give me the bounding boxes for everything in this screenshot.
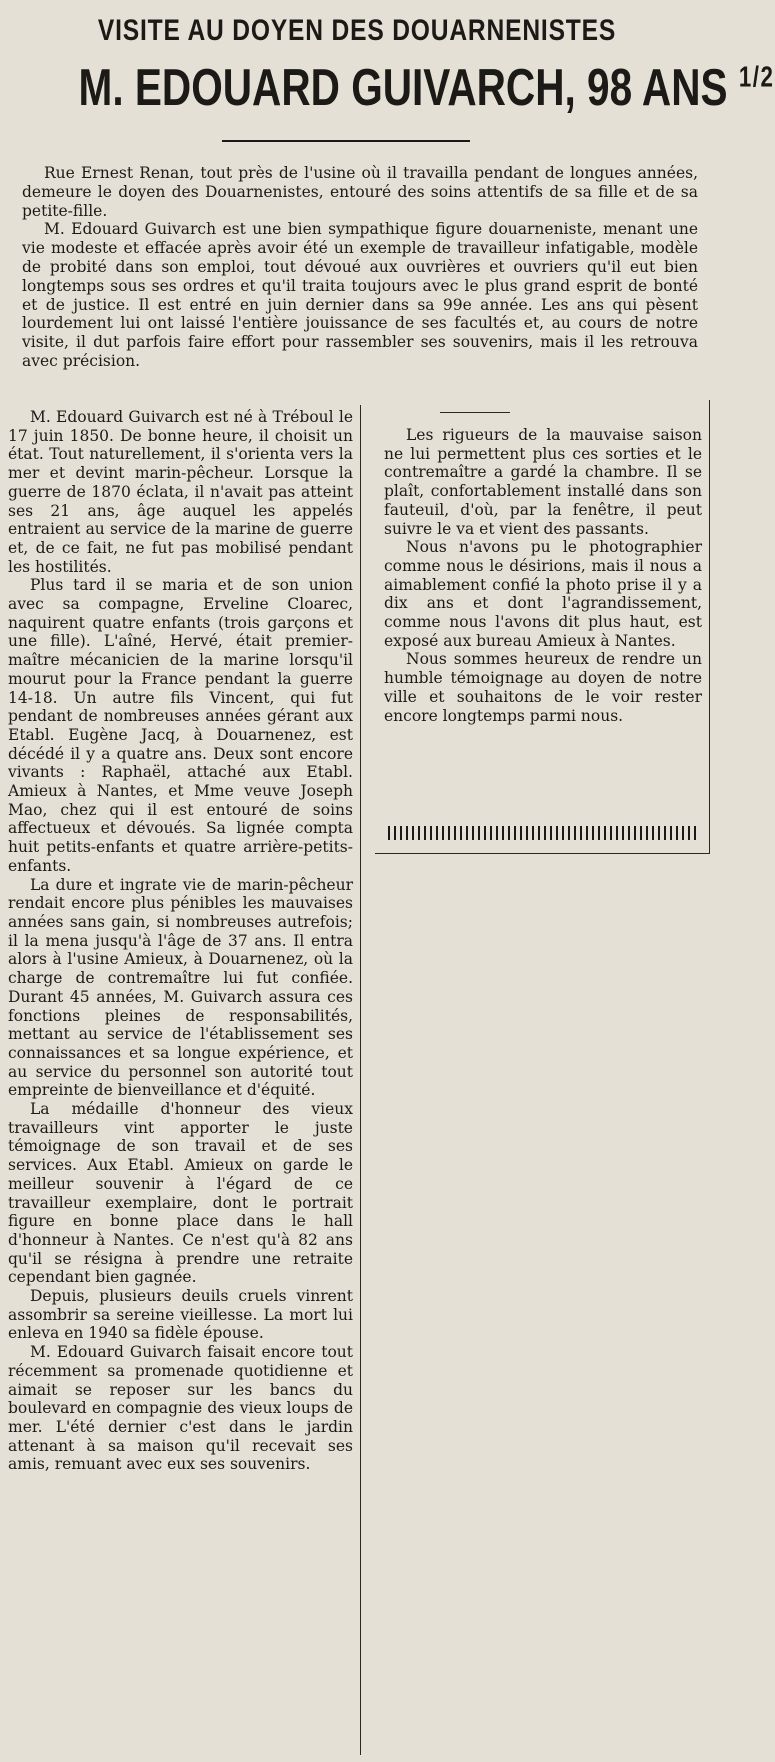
right-column: [384, 426, 702, 725]
headline-rule: [222, 140, 470, 142]
end-of-article-hatch: [388, 826, 700, 840]
intro-paragraphs: [22, 164, 698, 371]
column-divider: [360, 405, 361, 1755]
body-paragraph: Depuis, plusieurs deuils cruels vinrent assombrir sa sereine vieillesse. La mort lui enleva en 1940 sa fidèle épouse.: [8, 1287, 353, 1343]
headline-fraction: 1/2: [738, 61, 775, 94]
intro-paragraph: M. Edouard Guivarch est une bien sympathique figure douarneniste, menant une vie modeste et effacée après avoir été un exemple de travailleur infatigable, modèle de probité dans son emploi, tout dévoué aux ouvrières et ouvriers qu'il eut bien longtemps sous ses ordres et qu'il traita toujours avec le plus grand esprit de bonté et de justice. Il est entré en juin dernier dans sa 99e année. Les ans qui pèsent lourdement lui ont laissé l'entière jouissance de ses facultés et, au cours de notre visite, il dut parfois faire effort pour rassembler ses souvenirs, mais il les retrouva avec précision.: [22, 220, 698, 370]
body-paragraph: Nous n'avons pu le photographier comme nous le désirions, mais il nous a aimablement confié la photo prise il y a dix ans et dont l'agrandissement, comme nous l'avons dit plus haut, est exposé aux bureau Amieux à Nantes.: [384, 538, 702, 650]
body-paragraph: Plus tard il se maria et de son union avec sa compagne, Erveline Cloarec, naquirent quatre enfants (trois garçons et une fille). L'aîné, Hervé, était premier-maître mécanicien de la marine lorsqu'il mourut pour la France pendant la guerre 14-18. Un autre fils Vincent, qui fut pendant de nombreuses années gérant aux Etabl. Eugène Jacq, à Douarnenez, est décédé il y a quatre ans. Deux sont encore vivants : Raphaël, attaché aux Etabl. Amieux à Nantes, et Mme veuve Joseph Mao, chez qui il est entouré de soins affectueux et dévoués. Sa lignée compta huit petits-enfants et quatre arrière-petits-enfants.: [8, 576, 353, 875]
main-headline: [78, 58, 775, 118]
body-paragraph: Les rigueurs de la mauvaise saison ne lui permettent plus ces sorties et le contremaître a gardé la chambre. Il se plaît, confortablement installé dans son fauteuil, d'où, par la fenêtre, il peut suivre le va et vient des passants.: [384, 426, 702, 538]
body-paragraph: Nous sommes heureux de rendre un humble témoignage au doyen de notre ville et souhaitons de le voir rester encore longtemps parmi nous.: [384, 650, 702, 725]
left-column: [8, 408, 353, 1474]
body-paragraph: La dure et ingrate vie de marin-pêcheur rendait encore plus pénibles les mauvaises années sans gain, si nombreuses autrefois; il la mena jusqu'à l'âge de 37 ans. Il entra alors à l'usine Amieux, à Douarnenez, où la charge de contremaître lui fut confiée. Durant 45 années, M. Guivarch assura ces fonctions pleines de responsabilités, mettant au service de l'établissement ses connaissances et sa longue expérience, et au service du personnel son autorité tout empreinte de bienveillance et d'équité.: [8, 875, 353, 1100]
kicker-headline: VISITE AU DOYEN DES DOUARNENISTES: [97, 14, 617, 47]
intro-paragraph: Rue Ernest Renan, tout près de l'usine où il travailla pendant de longues années, demeure le doyen des Douarnenistes, entouré des soins attentifs de sa fille et de sa petite-fille.: [22, 164, 698, 220]
right-column-rule: [440, 412, 510, 413]
body-paragraph: M. Edouard Guivarch faisait encore tout récemment sa promenade quotidienne et aimait se reposer sur les bancs du boulevard en compagnie des vieux loups de mer. L'été dernier c'est dans le jardin attenant à sa maison qu'il recevait ses amis, remuant avec eux ses souvenirs.: [8, 1343, 353, 1474]
body-paragraph: La médaille d'honneur des vieux travailleurs vint apporter le juste témoignage de son travail et de ses services. Aux Etabl. Amieux on garde le meilleur souvenir à l'égard de ce travailleur exemplaire, dont le portrait figure en bonne place dans le hall d'honneur à Nantes. Ce n'est qu'à 82 ans qu'il se résigna à prendre une retraite cependant bien gagnée.: [8, 1100, 353, 1287]
body-paragraph: M. Edouard Guivarch est né à Tréboul le 17 juin 1850. De bonne heure, il choisit un état. Tout naturellement, il s'orienta vers la mer et devint marin-pêcheur. Lorsque la guerre de 1870 éclata, il n'avait pas atteint ses 21 ans, âge auquel les appelés entraient au service de la marine de guerre et, de ce fait, ne fut pas mobilisé pendant les hostilités.: [8, 408, 353, 576]
headline-text: M. EDOUARD GUIVARCH, 98 ANS: [78, 59, 728, 117]
